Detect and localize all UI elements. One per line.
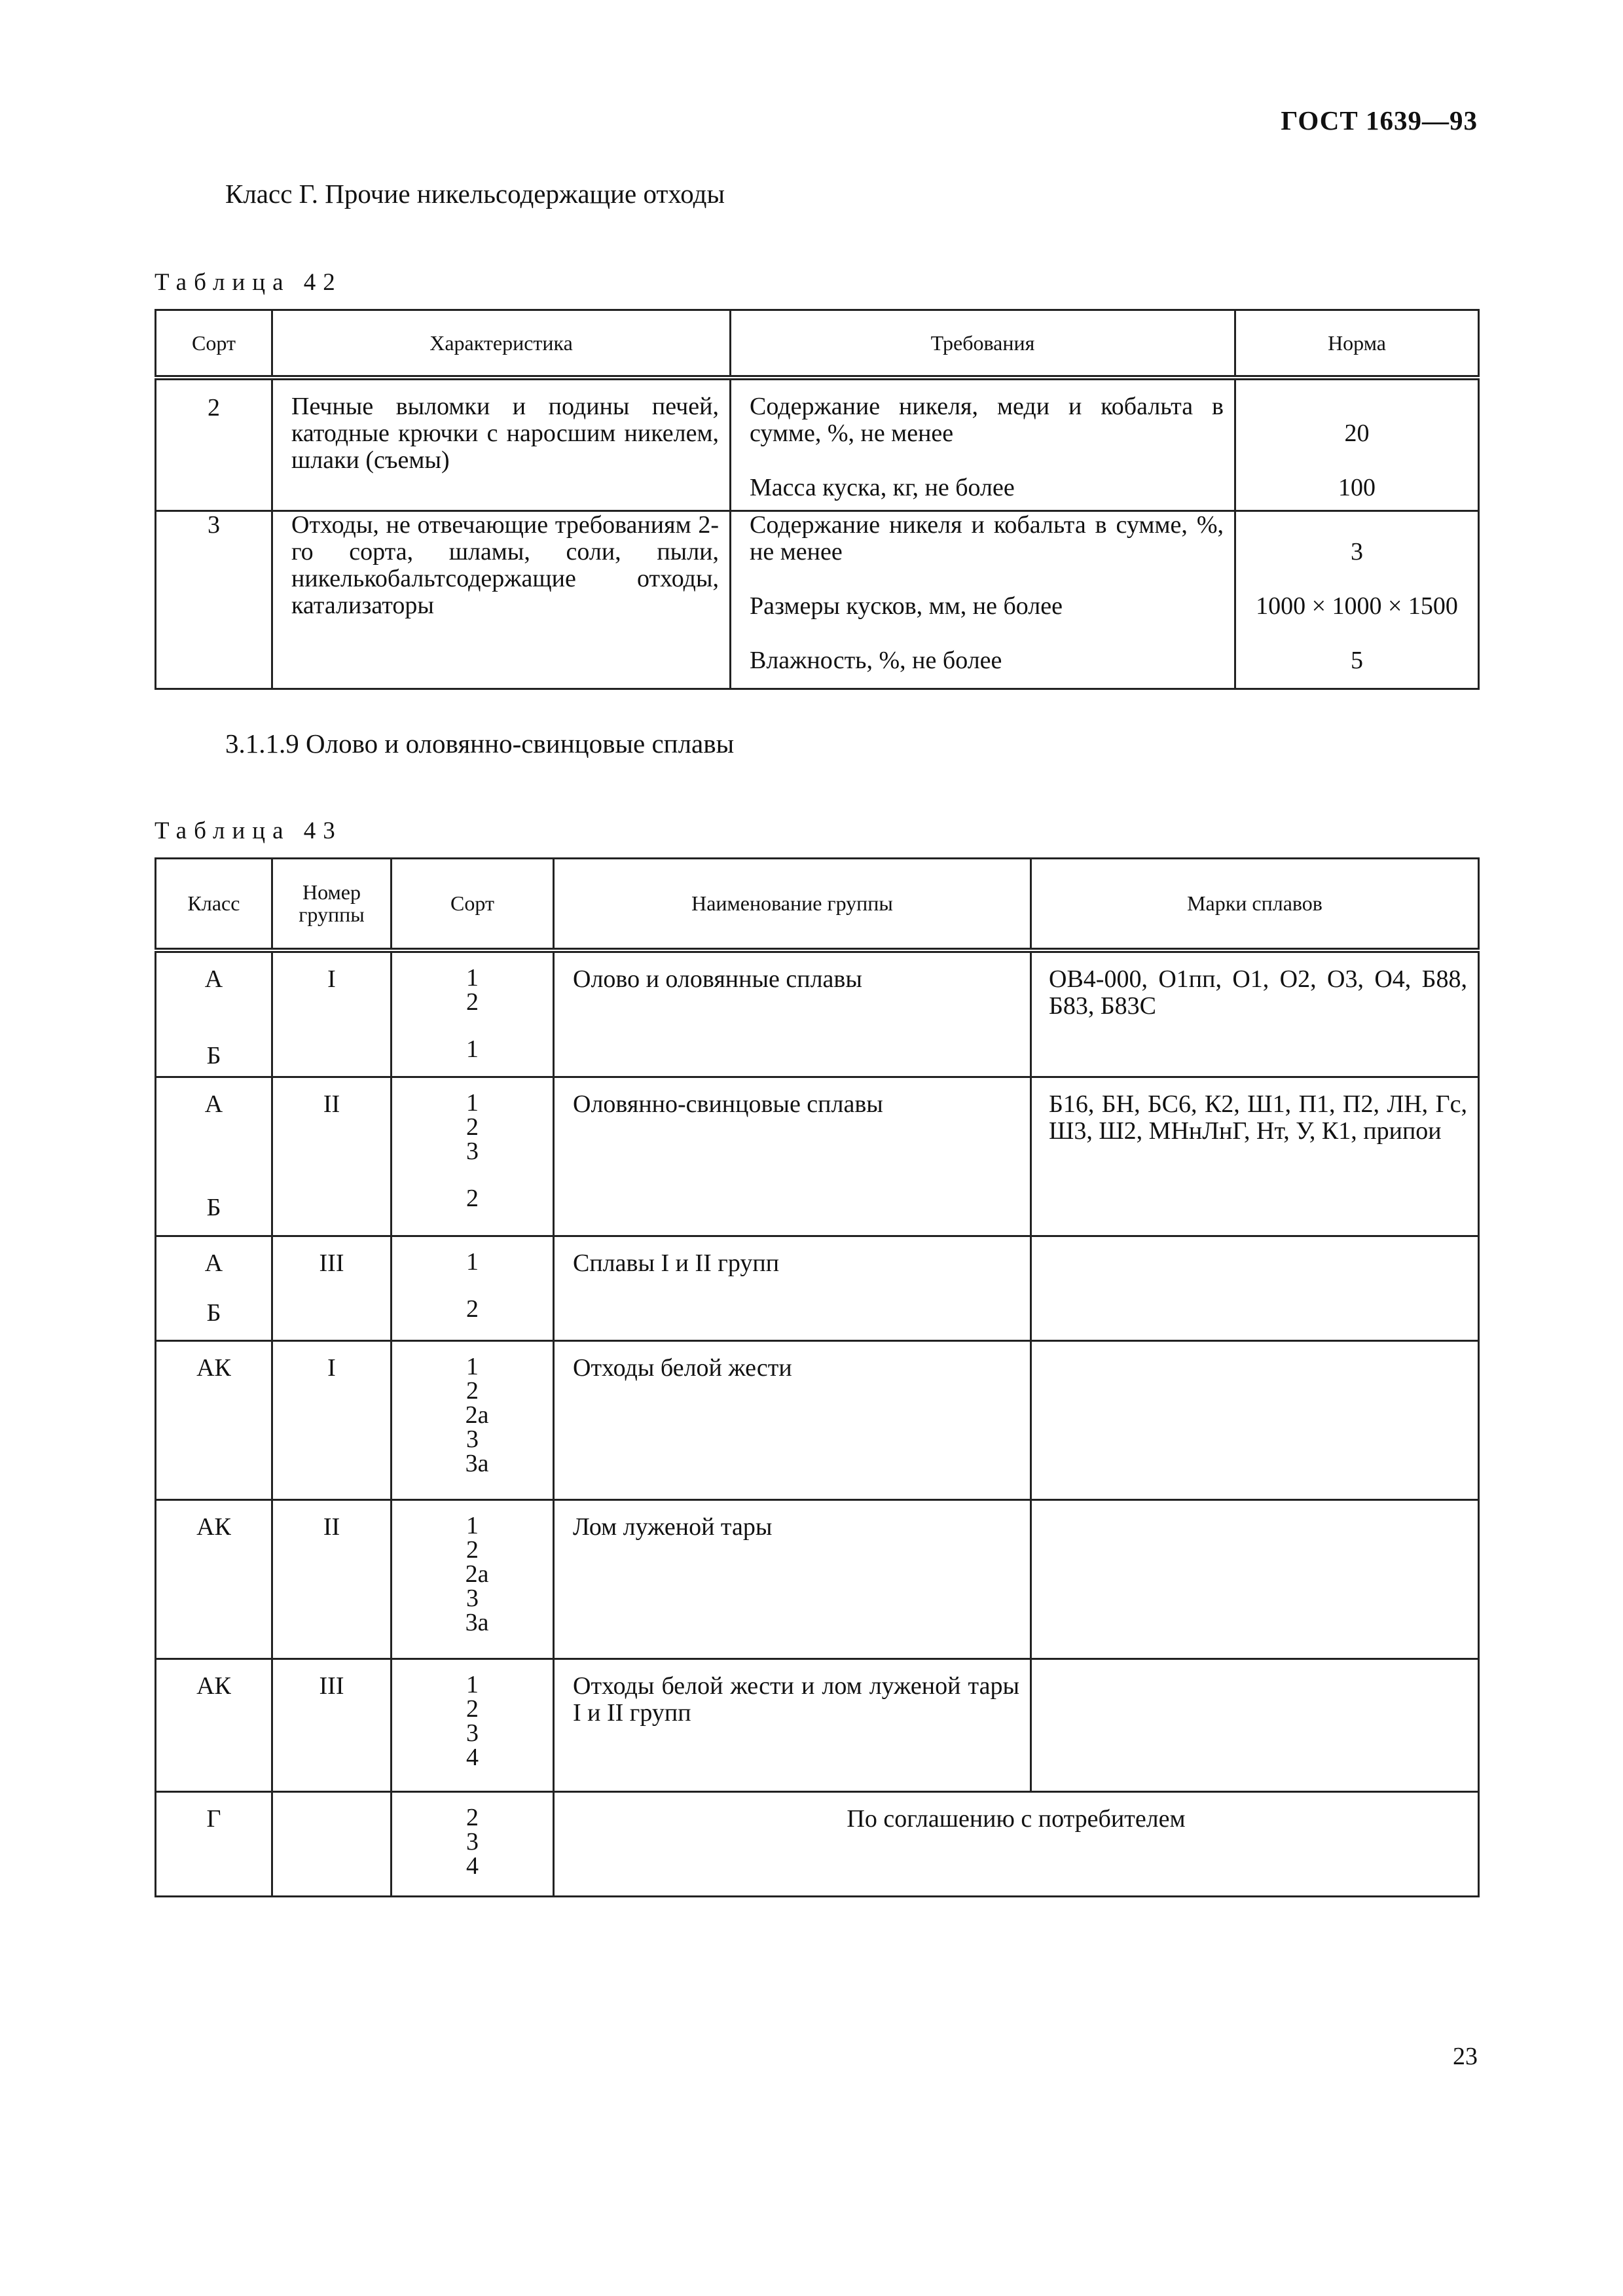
sort-value: 3а: [465, 1609, 489, 1636]
alloy-brands-cell: ОВ4-000, О1пп, О1, О2, О3, О4, Б88, Б83, Б83С: [1031, 950, 1479, 1077]
table-row: [156, 950, 1479, 1077]
norm-value: 5: [1351, 646, 1363, 674]
group-name-cell: Оловянно-свинцовые сплавы: [554, 1077, 1031, 1236]
sort-value: 1: [466, 1671, 479, 1698]
requirement-text: Содержание никеля и кобальта в сумме, %, не менее: [750, 511, 1224, 565]
sort-value: 2: [466, 988, 479, 1016]
sort-cell: [392, 1236, 554, 1341]
spacer: [750, 565, 1224, 593]
group-name-cell: Олово и оловянные сплавы: [554, 950, 1031, 1077]
class-cell: [156, 1659, 272, 1792]
sort-value: 2: [466, 1536, 479, 1564]
table-43: [155, 857, 1480, 1897]
table-row: [156, 1341, 1479, 1500]
sort-value: 1: [466, 1089, 479, 1117]
class-cell: [156, 950, 272, 1077]
requirement-text: Содержание никеля, меди и кобальта в сумме, %, не менее: [750, 393, 1224, 447]
table-43-caption: Таблица 43: [155, 817, 342, 844]
class-cell: [156, 1077, 272, 1236]
requirement-text: Масса куска, кг, не более: [750, 474, 1015, 501]
class-value: АК: [196, 1354, 231, 1382]
class-value: А: [204, 1249, 223, 1277]
table-43-header-row: [156, 859, 1479, 950]
spacer: [392, 1164, 553, 1187]
page-number: 23: [1453, 2043, 1478, 2070]
class-value: Б: [206, 1299, 221, 1327]
group-number-cell: I: [272, 1341, 392, 1500]
column-header: Требования: [731, 310, 1235, 378]
spacer: [156, 993, 271, 1020]
sort-value: 2: [466, 1185, 479, 1212]
sort-value: 2: [466, 1695, 479, 1723]
sort-value: 2а: [465, 1401, 489, 1429]
section-title-class-g: Класс Г. Прочие никельсодержащие отходы: [225, 179, 725, 209]
sort-value: 3: [466, 1426, 479, 1453]
sort-value: 3а: [465, 1450, 489, 1477]
class-value: Б: [206, 1194, 221, 1221]
norm-cell: [1235, 511, 1479, 689]
sort-value: 1: [466, 1248, 479, 1276]
sort-value: 1: [466, 1512, 479, 1539]
sort-cell: 2: [156, 378, 272, 511]
group-name-cell: Сплавы I и II групп: [554, 1236, 1031, 1341]
table-row: [156, 511, 1479, 689]
group-number-cell: [272, 1792, 392, 1897]
table-row: [156, 1077, 1479, 1236]
sort-cell: 3: [156, 511, 272, 689]
norm-value: 3: [1351, 537, 1363, 565]
class-cell: [156, 1341, 272, 1500]
column-header: Наименование группы: [554, 859, 1031, 950]
group-number-cell: III: [272, 1659, 392, 1792]
class-cell: [156, 1792, 272, 1897]
class-cell: [156, 1236, 272, 1341]
class-cell: [156, 1500, 272, 1659]
spacer: [156, 1277, 271, 1300]
spacer: [392, 1014, 553, 1037]
sort-value: 4: [466, 1852, 479, 1880]
alloy-brands-cell: [1031, 1659, 1479, 1792]
requirements-cell: [731, 378, 1235, 511]
group-number-cell: I: [272, 950, 392, 1077]
column-header: Марки сплавов: [1031, 859, 1479, 950]
alloy-brands-cell: [1031, 1341, 1479, 1500]
spacer: [392, 1274, 553, 1297]
spacer: [1236, 393, 1478, 420]
sort-value: 1: [466, 963, 479, 992]
group-number-cell: II: [272, 1077, 392, 1236]
sort-value: 2: [466, 1804, 479, 1831]
sort-value: 3: [466, 1138, 479, 1165]
table-row: [156, 1500, 1479, 1659]
sort-cell: [392, 950, 554, 1077]
norm-value: 100: [1338, 474, 1376, 501]
class-value: А: [204, 965, 223, 993]
class-value: А: [204, 1090, 223, 1118]
sort-value: 1: [466, 1035, 479, 1063]
group-name-cell: По соглашению с потребителем: [554, 1792, 1479, 1897]
sort-cell: [392, 1077, 554, 1236]
norm-cell: [1235, 378, 1479, 511]
sort-cell: [392, 1792, 554, 1897]
spacer: [1236, 565, 1478, 593]
column-header: Номер группы: [272, 859, 392, 950]
table-row: [156, 1659, 1479, 1792]
sort-cell: [392, 1659, 554, 1792]
alloy-brands-cell: Б16, БН, БС6, К2, Ш1, П1, П2, ЛН, Гс, Ш3, Ш2, МНнЛнГ, Нт, У, К1, припои: [1031, 1077, 1479, 1236]
table-43-body: [156, 950, 1479, 1897]
class-value: Г: [206, 1805, 221, 1833]
sort-value: 3: [466, 1585, 479, 1612]
sort-value: 2: [466, 1377, 479, 1405]
characteristic-cell: Отходы, не отвечающие требованиям 2-го сорта, шламы, соли, пыли, никелькобальтсодержащие отходы, катализаторы: [272, 511, 731, 689]
class-value: АК: [196, 1513, 231, 1541]
characteristic-cell: Печные выломки и подины печей, катодные крючки с наросшим никелем, шлаки (съемы): [272, 378, 731, 511]
table-42-header-row: [156, 310, 1479, 378]
group-name-cell: Отходы белой жести: [554, 1341, 1031, 1500]
alloy-brands-cell: [1031, 1500, 1479, 1659]
sort-value: 2: [466, 1295, 479, 1323]
sort-value: 3: [466, 1828, 479, 1856]
sort-value: 4: [466, 1744, 479, 1771]
table-row: [156, 1792, 1479, 1897]
group-name-cell: Отходы белой жести и лом луженой тары I и II групп: [554, 1659, 1031, 1792]
norm-value: 20: [1344, 420, 1370, 447]
group-name-cell: Лом луженой тары: [554, 1500, 1031, 1659]
column-header: Класс: [156, 859, 272, 950]
spacer: [156, 1145, 271, 1172]
requirements-cell: [731, 511, 1235, 689]
spacer: [156, 1118, 271, 1145]
spacer: [1236, 512, 1478, 539]
sort-cell: [392, 1341, 554, 1500]
norm-value: 1000 × 1000 × 1500: [1256, 592, 1458, 620]
table-42: [155, 309, 1480, 690]
alloy-brands-cell: [1031, 1236, 1479, 1341]
column-header: Сорт: [156, 310, 272, 378]
column-header: Характеристика: [272, 310, 731, 378]
spacer: [1236, 447, 1478, 475]
column-header: Сорт: [392, 859, 554, 950]
requirement-text: Влажность, %, не более: [750, 646, 1002, 674]
sort-value: 2: [466, 1113, 479, 1141]
table-42-caption: Таблица 42: [155, 269, 342, 296]
section-title-tin: 3.1.1.9 Олово и оловянно-свинцовые сплавы: [225, 728, 735, 759]
class-value: АК: [196, 1672, 231, 1700]
spacer: [156, 1172, 271, 1194]
standard-number: ГОСТ 1639—93: [1281, 105, 1478, 135]
requirement-text: Размеры кусков, мм, не более: [750, 592, 1063, 620]
sort-cell: [392, 1500, 554, 1659]
spacer: [156, 1020, 271, 1043]
spacer: [1236, 620, 1478, 647]
table-row: [156, 1236, 1479, 1341]
class-value: Б: [206, 1041, 221, 1069]
spacer: [750, 620, 1224, 647]
spacer: [750, 447, 1224, 475]
sort-value: 2а: [465, 1560, 489, 1588]
group-number-cell: II: [272, 1500, 392, 1659]
column-header: Норма: [1235, 310, 1479, 378]
sort-value: 3: [466, 1719, 479, 1747]
group-number-cell: III: [272, 1236, 392, 1341]
sort-value: 1: [466, 1353, 479, 1380]
table-row: [156, 378, 1479, 511]
